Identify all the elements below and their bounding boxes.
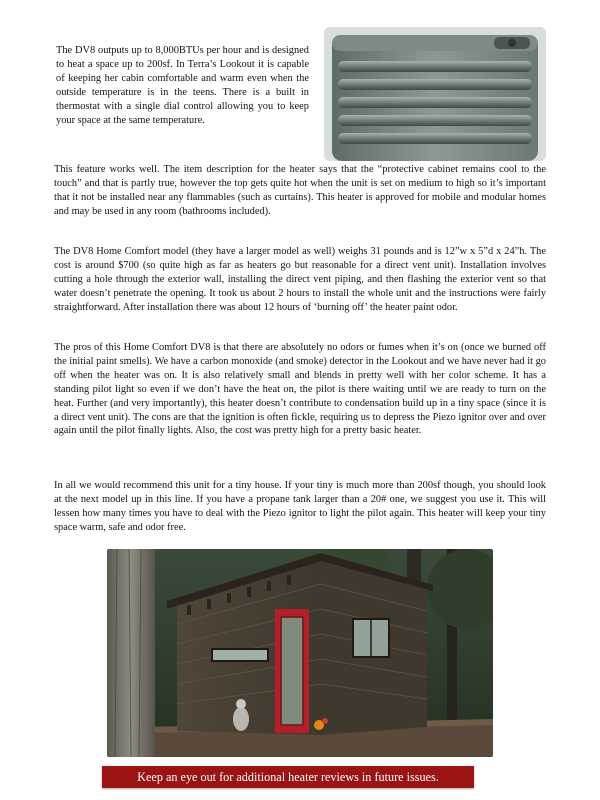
- body-paragraph-4: In all we would recommend this unit for a tiny house. If your tiny is much more than 200sf though, you should look at the next model up in this line. If you have a propane tank larger than a 20# one, we suggest you use it. This will lessen how many times you have to deal with the Piezo ignitor to light the pilot again. This heater will keep your tiny space warm, safe and odor free.: [54, 480, 546, 533]
- body-paragraph-2: The DV8 Home Comfort model (they have a larger model as well) weighs 31 pounds and is 12”w x 5”d x 24”h. The cost is around $700 (so quite high as far as heaters go but reasonable for a direct vent unit). Installation involves cutting a hole through the exterior wall, installing the direct vent piping, and then flashing the exterior vent so that water doesn’t penetrate the opening. It took us about 2 hours to install the whole unit and the instructions were fairly straightforward. After installation there was about 12 hours of ‘burning off’ the heater paint odor.: [54, 246, 546, 313]
- heater-photo: [324, 27, 546, 161]
- body-paragraph-3: The pros of this Home Comfort DV8 is that there are absolutely no odors or fumes when it’s on (once we burned off the initial paint smells). We have a carbon monoxide (and smoke) detector in the Lookout and we have never had it go off when the heater was on. It is also relatively small and blends in pretty well with her color scheme. It has a standing pilot light so even if we don’t have the heat on, the pilot is there waiting until we are ready to turn on the heat. Further (and very importantly), this heater doesn’t contribute to condensation build up in a tiny space (since it is a direct vent unit). The cons are that the ignition is often fickle, requiring us to depress the Piezo ignitor over and over again until the pilot finally lights. Also, the cost was pretty high for a pretty basic heater.: [54, 342, 546, 437]
- intro-paragraph: The DV8 outputs up to 8,000BTUs per hour and is designed to heat a space up to 200sf. In Terra’s Lookout it is capable of keeping her cabin comfortable and warm even when the outside temperature is in the teens. There is a built in thermostat with a single dial control allowing you to keep your space at the same temperature.: [56, 45, 309, 126]
- footer-banner: [102, 766, 474, 788]
- body-paragraph-1: This feature works well. The item description for the heater says that the “protective cabinet remains cool to the touch” and that is partly true, however the top gets quite hot when the unit is set on medium to high so it’s important that it not be installed near any flammables (such as curtains). This heater is approved for mobile and modular homes and may be used in any room (bathrooms included).: [54, 164, 546, 217]
- cabin-photo: [107, 549, 493, 757]
- footer-banner-text: Keep an eye out for additional heater reviews in future issues.: [137, 769, 439, 784]
